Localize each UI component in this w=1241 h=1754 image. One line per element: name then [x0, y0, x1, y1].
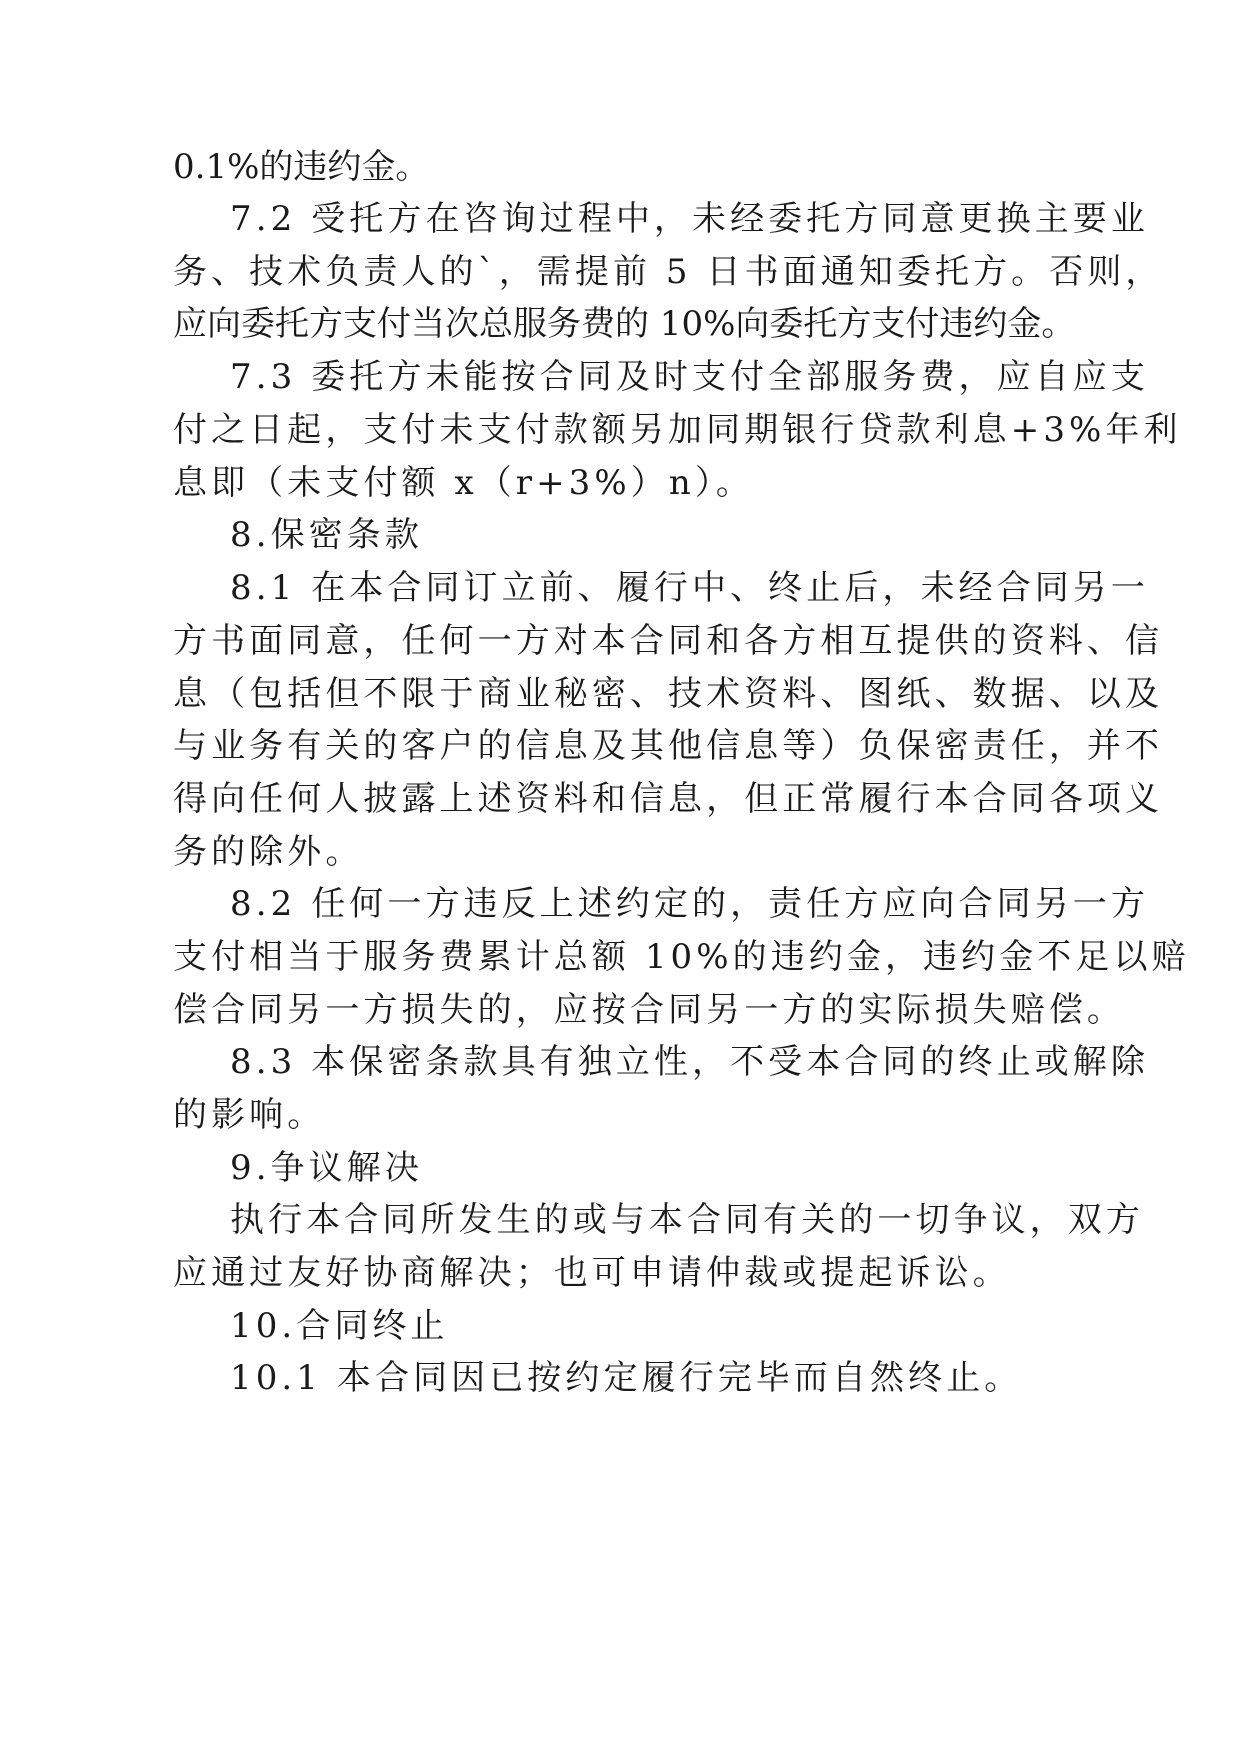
body-line: 与业务有关的客户的信息及其他信息等）负保密责任，并不: [173, 726, 1164, 766]
body-line: 息即（未支付额 x（r+3%）n）。: [173, 463, 754, 503]
clause-10-1-line: 10.1 本合同因已按约定履行完毕而自然终止。: [230, 1358, 1023, 1398]
body-line: 务、技术负责人的`，需提前 5 日书面通知委托方。否则，: [173, 252, 1164, 292]
body-line: 应通过友好协商解决；也可申请仲裁或提起诉讼。: [173, 1253, 1011, 1293]
body-line: 付之日起，支付未支付款额另加同期银行贷款利息+3%年利: [173, 410, 1182, 450]
clause-7-2-line: 7.2 受托方在咨询过程中，未经委托方同意更换主要业: [230, 199, 1149, 239]
body-line: 息（包括但不限于商业秘密、技术资料、图纸、数据、以及: [173, 674, 1164, 714]
section-heading-dispute: 9.争议解决: [230, 1148, 423, 1188]
body-line: 应向委托方支付当次总服务费的 10%向委托方支付违约金。: [173, 304, 1076, 344]
section-heading-termination: 10.合同终止: [230, 1306, 449, 1346]
body-line: 0.1%的违约金。: [173, 147, 430, 187]
body-line: 偿合同另一方损失的，应按合同另一方的实际损失赔偿。: [173, 990, 1125, 1030]
clause-7-3-line: 7.3 委托方未能按合同及时支付全部服务费，应自应支: [230, 357, 1149, 397]
body-line: 支付相当于服务费累计总额 10%的违约金，违约金不足以赔: [173, 937, 1190, 977]
body-line: 的影响。: [173, 1095, 326, 1135]
clause-8-3-line: 8.3 本保密条款具有独立性，不受本合同的终止或解除: [230, 1042, 1149, 1082]
dispute-body-line: 执行本合同所发生的或与本合同有关的一切争议，双方: [230, 1200, 1144, 1240]
body-line: 务的除外。: [173, 832, 364, 872]
clause-8-1-line: 8.1 在本合同订立前、履行中、终止后，未经合同另一: [230, 568, 1149, 608]
body-line: 得向任何人披露上述资料和信息，但正常履行本合同各项义: [173, 779, 1164, 819]
clause-8-2-line: 8.2 任何一方违反上述约定的，责任方应向合同另一方: [230, 884, 1149, 924]
section-heading-confidentiality: 8.保密条款: [230, 515, 423, 555]
body-line: 方书面同意，任何一方对本合同和各方相互提供的资料、信: [173, 621, 1164, 661]
